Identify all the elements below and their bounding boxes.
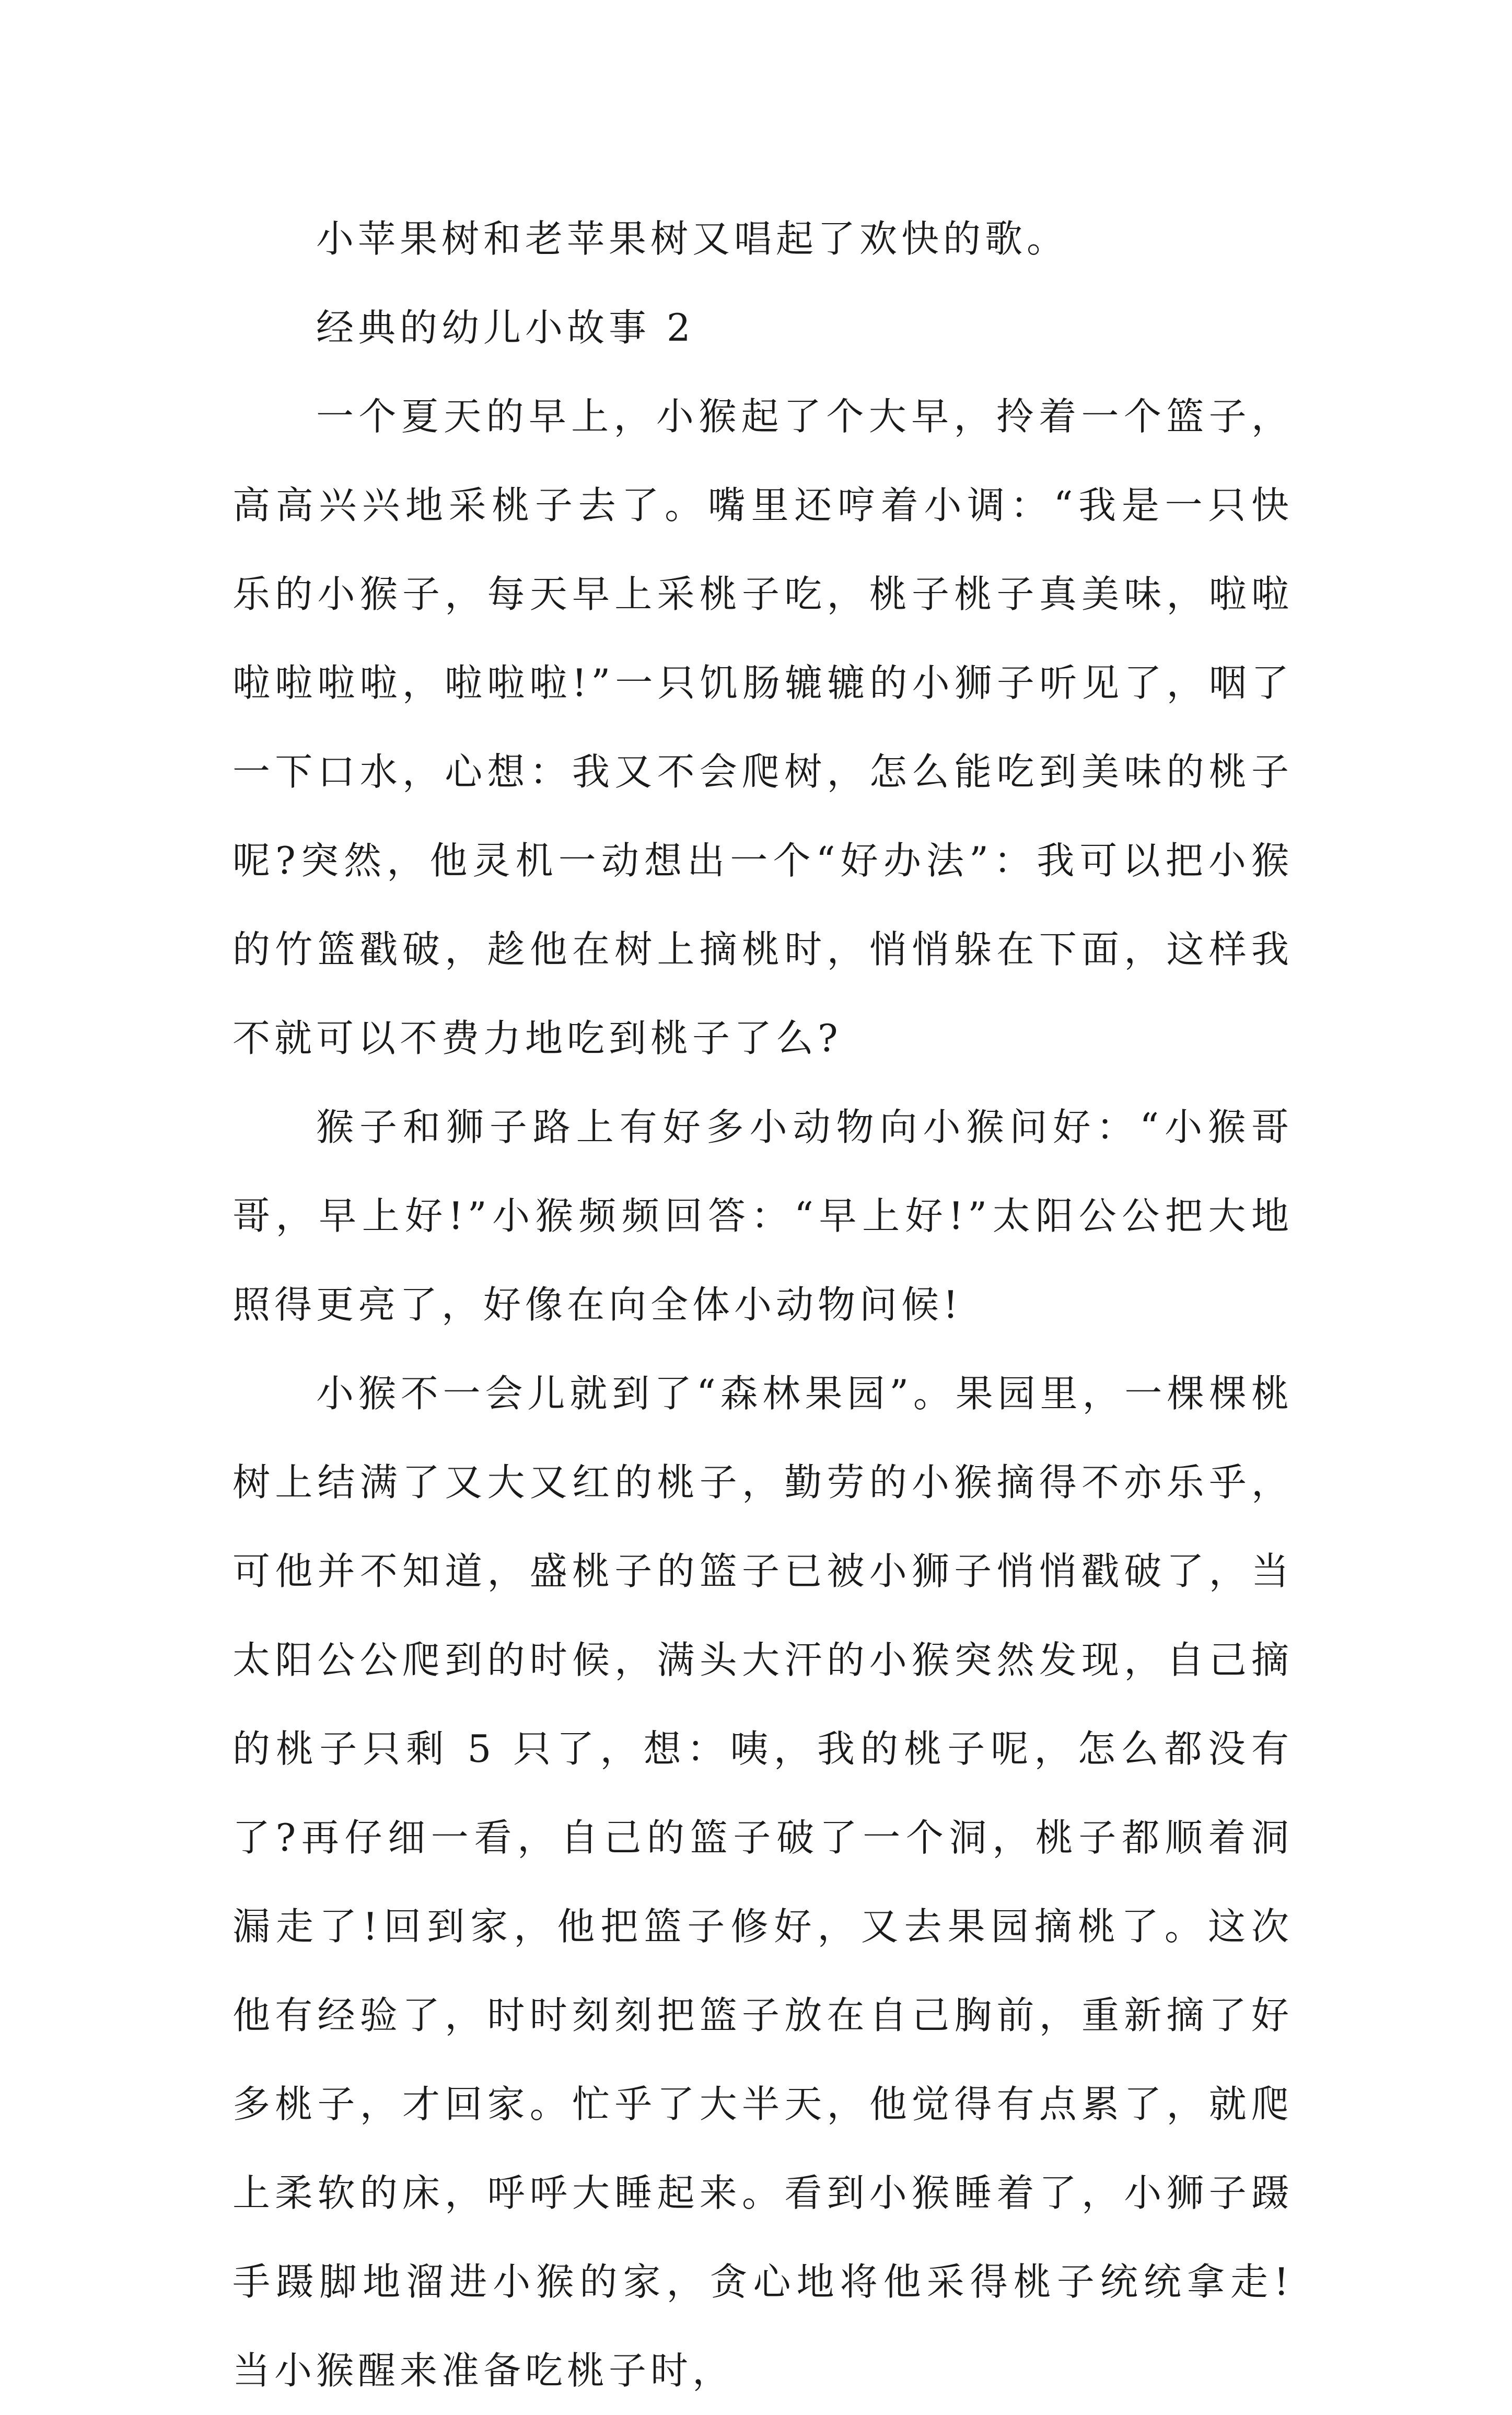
document-body <box>232 194 1293 2415</box>
paragraph-greetings: 猴子和狮子路上有好多小动物向小猴问好：“小猴哥哥，早上好!”小猴频频回答：“早上好!”太阳公公把大地照得更亮了，好像在向全体小动物问候! <box>232 1105 1293 1327</box>
paragraph-monkey-morning: 一个夏天的早上，小猴起了个大早，拎着一个篮子，高高兴兴地采桃子去了。嘴里还哼着小调：“我是一只快乐的小猴子，每天早上采桃子吃，桃子桃子真美味，啦啦啦啦啦啦，啦啦啦!”一只饥肠辘辘的小狮子听见了，咽了一下口水，心想：我又不会爬树，怎么能吃到美味的桃子呢?突然，他灵机一动想出一个“好办法”：我可以把小猴的竹篮戳破，趁他在树上摘桃时，悄悄躲在下面，这样我不就可以不费力地吃到桃子了么? <box>232 394 1293 1060</box>
story-heading: 经典的幼儿小故事 2 <box>316 306 695 350</box>
paragraph-story-ending: 小苹果树和老苹果树又唱起了欢快的歌。 <box>316 217 1069 261</box>
paragraph-orchard: 小猴不一会儿就到了“森林果园”。果园里，一棵棵桃树上结满了又大又红的桃子，勤劳的小猴摘得不亦乐乎，可他并不知道，盛桃子的篮子已被小狮子悄悄戳破了，当太阳公公爬到的时候，满头大汗的小猴突然发现，自己摘的桃子只剩 5 只了，想：咦，我的桃子呢，怎么都没有了?再仔细一看，自己的篮子破了一个洞，桃子都顺着洞漏走了!回到家，他把篮子修好，又去果园摘桃了。这次他有经验了，时时刻刻把篮子放在自己胸前，重新摘了好多桃子，才回家。忙乎了大半天，他觉得有点累了，就爬上柔软的床，呼呼大睡起来。看到小猴睡着了，小狮子蹑手蹑脚地溜进小猴的家，贪心地将他采得桃子统统拿走!当小猴醒来准备吃桃子时， <box>232 1372 1293 2393</box>
